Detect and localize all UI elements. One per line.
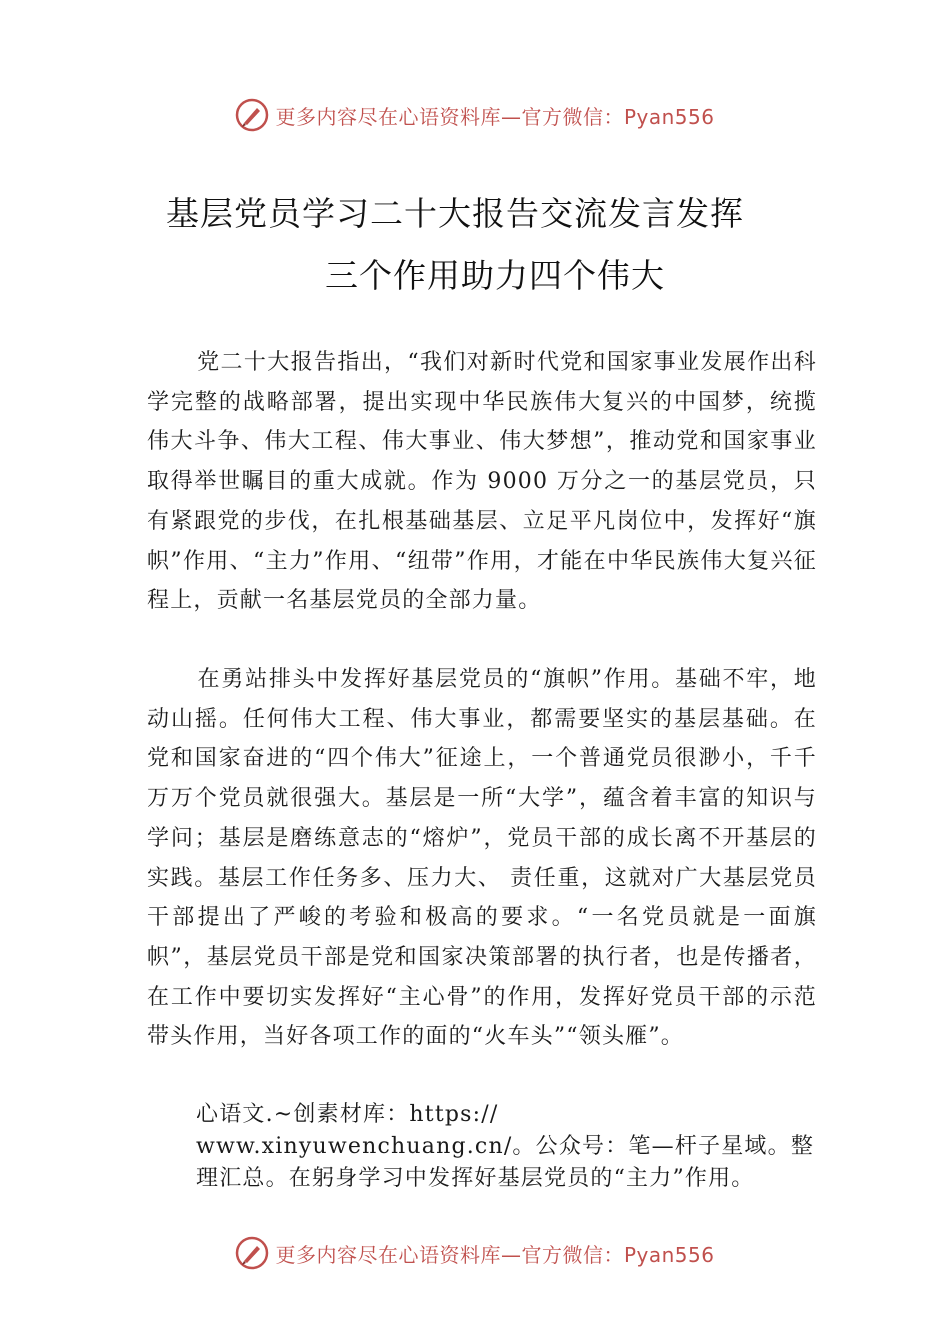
document-title-line-1: 基层党员学习二十大报告交流发言发挥 (166, 194, 744, 233)
footer-banner (0, 1233, 950, 1273)
paragraph-2-text: 在勇站排头中发挥好基层党员的“旗帜”作用。基础不牢，地动山摇。任何伟大工程、伟大事业，都需要坚实的基层基础。在党和国家奋进的“四个伟大”征途上，一个普通党员很渺小，千千万万个党员就很强大。基层是一所“大学”，蕴含着丰富的知识与学问；基层是磨练意志的“熔炉”，党员干部的成长离不开基层的实践。基层工作任务多、压力大、 责任重，这就对广大基层党员干部提出了严峻的考验和极高的要求。“一名党员就是一面旗帜”，基层党员干部是党和国家决策部署的执行者，也是传播者，在工作中要切实发挥好“主心骨”的作用，发挥好党员干部的示范带头作用，当好各项工作的面的“火车头”“领头雁”。 (147, 667, 817, 1050)
paragraph-3-line-2: www.xinyuwenchuang.cn/。公众号：笔—杆子星域。整 (196, 1134, 815, 1159)
paragraph-1 (147, 343, 817, 621)
banner-text: 更多内容尽在心语资料库—官方微信：Pyan556 (275, 1242, 715, 1267)
pen-logo-icon (235, 98, 269, 132)
paragraph-3 (196, 1099, 836, 1195)
paragraph-1-text: 党二十大报告指出，“我们对新时代党和国家事业发展作出科学完整的战略部署，提出实现中华民族伟大复兴的中国梦，统揽伟大斗争、伟大工程、伟大事业、伟大梦想”，推动党和国家事业取得举世瞩目的重大成就。作为 9000 万分之一的基层党员，只有紧跟党的步伐，在扎根基础基层、立足平凡岗位中，发挥好“旗帜”作用、“主力”作用、“纽带”作用，才能在中华民族伟大复兴征程上，贡献一名基层党员的全部力量。 (147, 350, 817, 614)
header-banner (0, 95, 950, 135)
banner-text: 更多内容尽在心语资料库—官方微信：Pyan556 (275, 104, 715, 129)
paragraph-3-line-1: 心语文.~创素材库：https:// (196, 1102, 499, 1127)
paragraph-2 (147, 660, 817, 1057)
paragraph-3-line-3: 理汇总。在躬身学习中发挥好基层党员的“主力”作用。 (196, 1166, 755, 1191)
pen-logo-icon (235, 1236, 269, 1270)
document-title-line-2: 三个作用助力四个伟大 (325, 256, 665, 295)
